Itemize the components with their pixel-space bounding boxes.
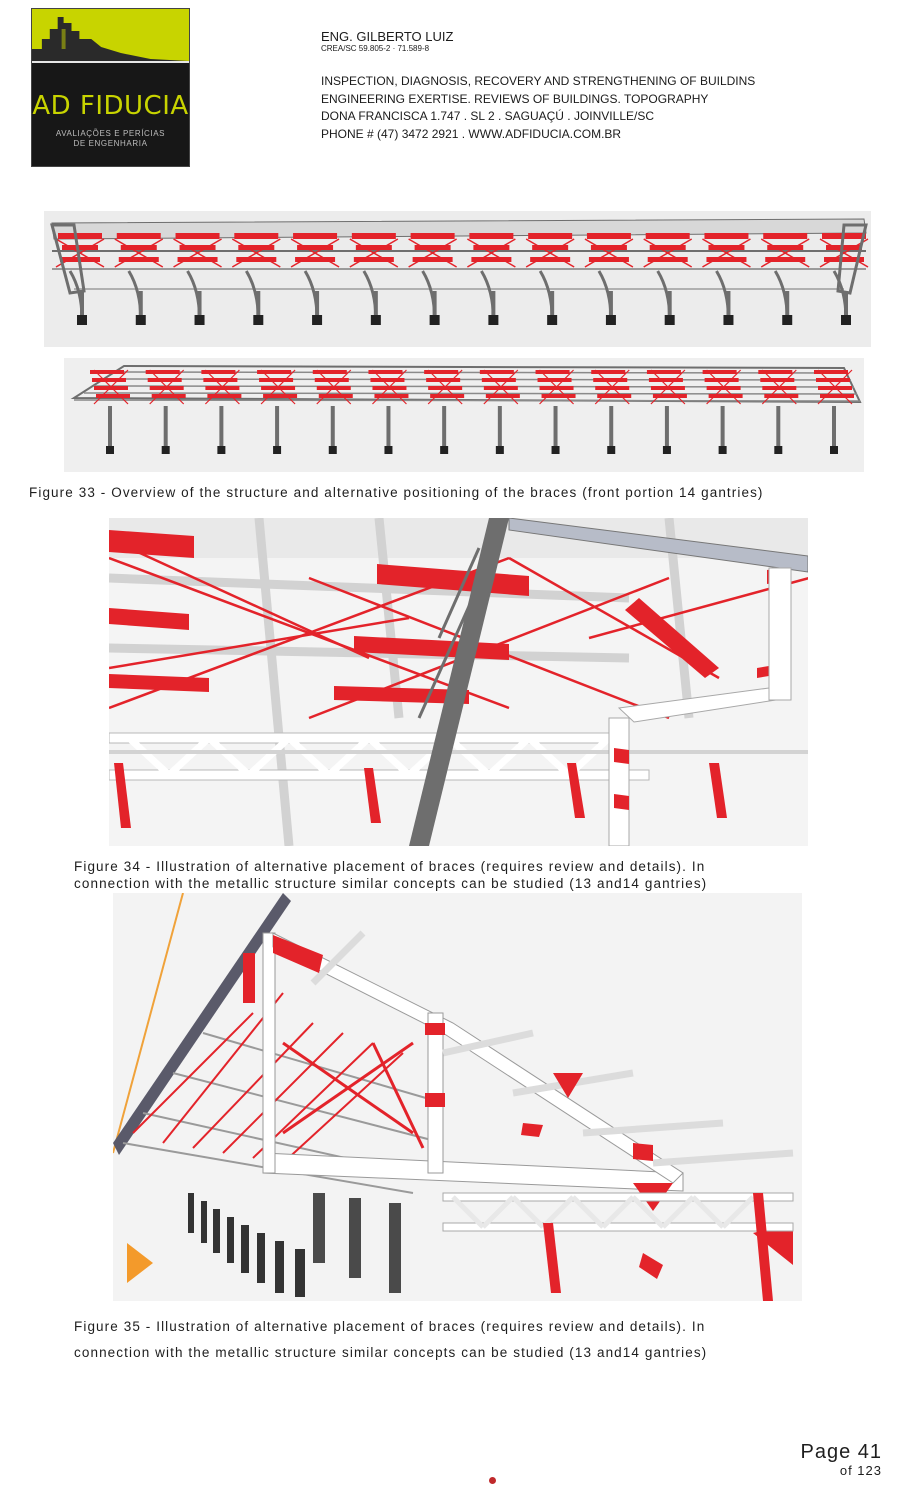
structure-perspective-render xyxy=(64,358,864,472)
figure34-caption-line1: Figure 34 - Illustration of alternative placement of braces (requires review and details). In xyxy=(74,859,706,874)
letterhead-contact xyxy=(321,29,841,143)
brace-perspective-render xyxy=(113,893,802,1301)
engineer-name: ENG. GILBERTO LUIZ xyxy=(321,29,454,44)
logo-tagline-line1: AVALIAÇÕES E PERÍCIAS xyxy=(55,129,166,138)
figure33-caption: Figure 33 - Overview of the structure and alternative positioning of the braces (front portion 14 gantries) xyxy=(29,485,764,500)
figure35-render xyxy=(113,893,802,1301)
company-logo xyxy=(31,8,190,167)
logo-brand-text: AD FIDUCIA xyxy=(32,91,189,121)
page-total: of 123 xyxy=(839,1463,882,1478)
logo-building-icon xyxy=(32,9,189,63)
registration-number: CREA/SC 59.805-2 · 71.589-8 xyxy=(321,44,430,53)
figure34-caption-line2: connection with the metallic structure similar concepts can be studied (13 and14 gantries) xyxy=(74,876,708,891)
logo-tagline-line2: DE ENGENHARIA xyxy=(73,139,148,148)
figure35-caption-line2: connection with the metallic structure similar concepts can be studied (13 and14 gantries) xyxy=(74,1345,708,1360)
figure33-render-bottom xyxy=(64,358,864,472)
footer-dot xyxy=(489,1477,496,1484)
services-line2: ENGINEERING EXERTISE. REVIEWS OF BUILDINGS. TOPOGRAPHY xyxy=(321,91,709,106)
structure-front-render xyxy=(44,211,871,347)
page-current: Page 41 xyxy=(800,1441,882,1463)
figure35-caption-line1: Figure 35 - Illustration of alternative placement of braces (requires review and details). In xyxy=(74,1319,706,1334)
figure34-render xyxy=(109,518,808,846)
logo-tagline xyxy=(32,129,189,149)
figure33-render-top xyxy=(44,211,871,347)
figure35-caption xyxy=(74,1314,864,1366)
services-line1: INSPECTION, DIAGNOSIS, RECOVERY AND STRENGTHENING OF BUILDINS xyxy=(321,74,756,88)
phone-web-line: PHONE # (47) 3472 2921 . WWW.ADFIDUCIA.COM.BR xyxy=(321,126,622,141)
figure34-caption xyxy=(74,858,864,892)
brace-detail-render xyxy=(109,518,808,846)
page-number xyxy=(800,1440,882,1478)
address-line: DONA FRANCISCA 1.747 . SL 2 . SAGUAÇÚ . JOINVILLE/SC xyxy=(321,109,654,123)
